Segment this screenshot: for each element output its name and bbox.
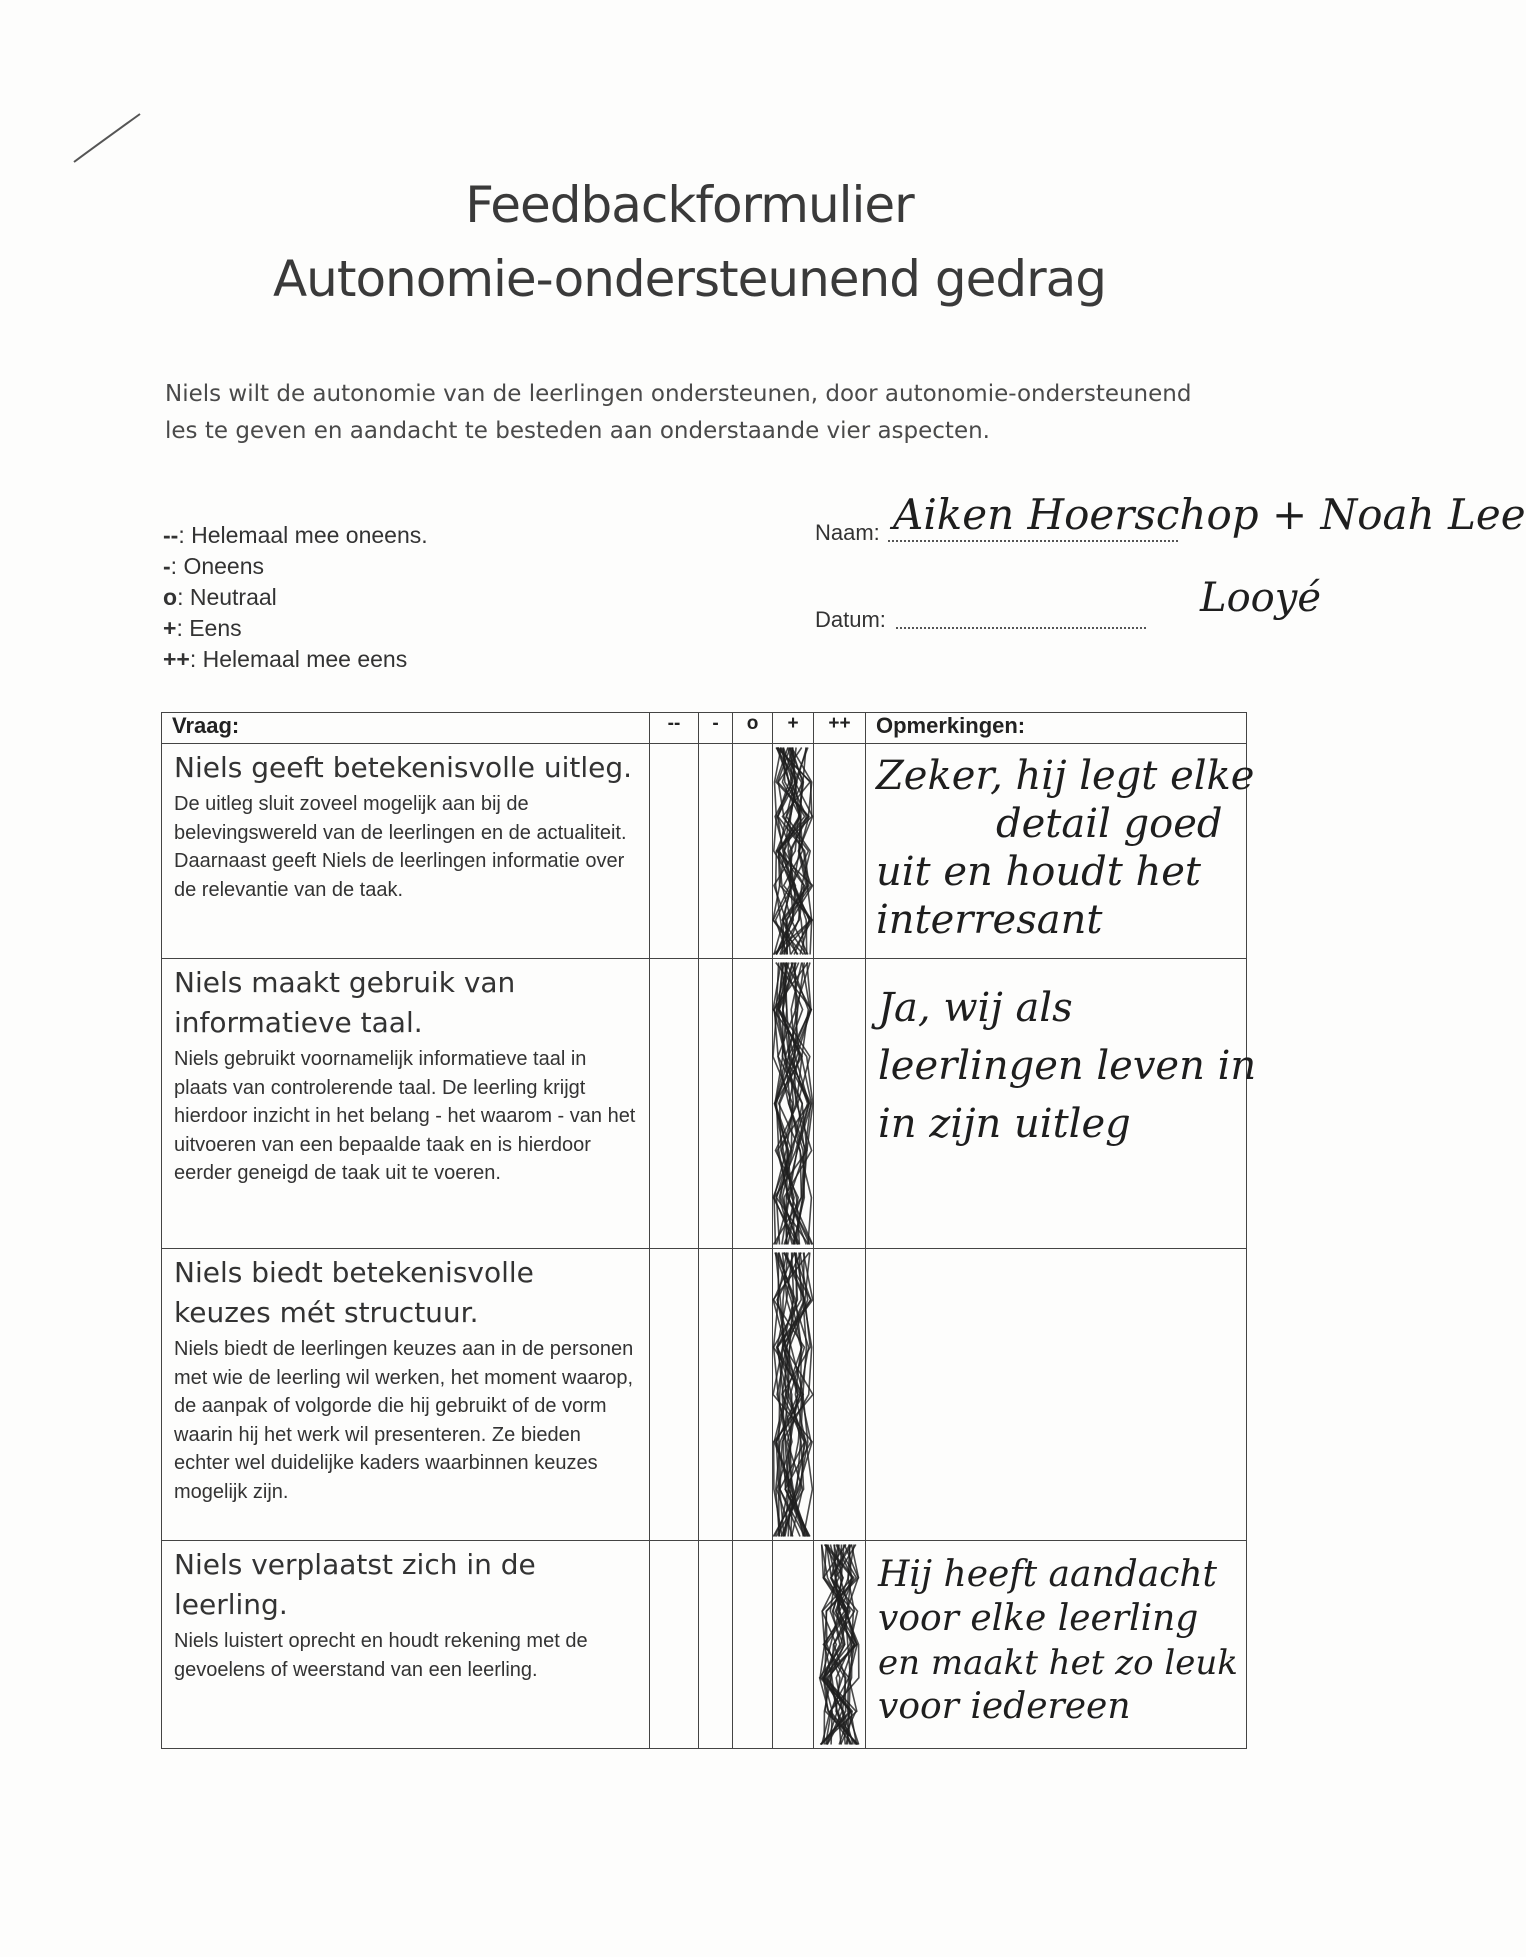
- header-scale-agree: +: [773, 713, 814, 744]
- rating-cell-strongly-disagree[interactable]: [650, 959, 699, 1249]
- legend-item: -: Oneens: [163, 553, 265, 579]
- remark-cell[interactable]: [866, 959, 1257, 1249]
- remark-line: en maakt het zo leuk: [878, 1643, 1238, 1683]
- rating-cell-disagree[interactable]: [699, 1541, 733, 1749]
- table-header-row: [162, 713, 1247, 744]
- rating-cell-disagree[interactable]: [699, 959, 733, 1249]
- question-description: Niels biedt de leerlingen keuzes aan in de personen met wie de leerling wil werken, het moment waarop, de aanpak of volgorde die hij gebruikt of de vorm waarin hij het werk wil presenteren. Ze bieden echter wel duidelijke kaders waarbinnen keuzes mogelijk zijn.: [174, 1338, 634, 1503]
- naam-label: Naam:: [815, 520, 880, 545]
- rating-cell-strongly-disagree[interactable]: [650, 1249, 699, 1541]
- header-scale-disagree: -: [699, 713, 733, 744]
- remark-line: voor iedereen: [878, 1686, 1131, 1727]
- remark-line: interresant: [876, 897, 1103, 943]
- rating-cell-strongly-agree[interactable]: [814, 1541, 866, 1749]
- remark-line: detail goed: [996, 801, 1223, 847]
- rating-cell-agree[interactable]: [773, 959, 814, 1249]
- pen-mark: [70, 110, 150, 170]
- question-title: Niels maakt gebruik van informatieve taal.: [174, 966, 516, 1039]
- question-description: De uitleg sluit zoveel mogelijk aan bij de belevingswereld van de leerlingen en de actualiteit. Daarnaast geeft Niels de leerlingen informatie over de relevantie van de taak.: [174, 793, 627, 901]
- legend-item: +: Eens: [163, 615, 242, 641]
- rating-cell-disagree[interactable]: [699, 744, 733, 959]
- remark-line: Hij heeft aandacht: [878, 1554, 1217, 1595]
- naam-line: [888, 540, 1178, 542]
- remark-cell[interactable]: [866, 744, 1255, 959]
- form-subtitle: Autonomie-ondersteunend gedrag: [272, 250, 1107, 308]
- remark-line: Ja, wij als: [878, 985, 1073, 1031]
- remark-line: Zeker, hij legt elke: [876, 753, 1255, 799]
- question-title: Niels biedt betekenisvolle keuzes mét structuur.: [174, 1256, 534, 1329]
- remark-cell[interactable]: [866, 1249, 1247, 1541]
- rating-cell-strongly-disagree[interactable]: [650, 1541, 699, 1749]
- rating-cell-disagree[interactable]: [699, 1249, 733, 1541]
- rating-cell-strongly-agree[interactable]: [814, 1249, 866, 1541]
- remark-line: in zijn uitleg: [878, 1101, 1131, 1147]
- rating-cell-neutral[interactable]: [733, 744, 773, 959]
- question-cell: [162, 744, 650, 959]
- remark-line: uit en houdt het: [876, 849, 1201, 895]
- legend-item: ++: Helemaal mee eens: [163, 646, 408, 672]
- naam-value-cont: Looyé: [1200, 575, 1321, 621]
- rating-cell-agree[interactable]: [773, 1541, 814, 1749]
- question-cell: [162, 1249, 650, 1541]
- rating-cell-agree[interactable]: [773, 744, 814, 959]
- rating-cell-neutral[interactable]: [733, 1249, 773, 1541]
- intro-text: Niels wilt de autonomie van de leerlingen ondersteunen, door autonomie-ondersteunend les te geven en aandacht te besteden aan onderstaande vier aspecten.: [165, 381, 1192, 444]
- legend-item: o: Neutraal: [163, 584, 277, 610]
- rating-cell-agree[interactable]: [773, 1249, 814, 1541]
- remark-line: voor elke leerling: [878, 1598, 1199, 1639]
- rating-cell-neutral[interactable]: [733, 959, 773, 1249]
- table-row: [162, 744, 1247, 959]
- header-scale-strongly-agree: ++: [814, 713, 866, 744]
- question-description: Niels gebruikt voornamelijk informatieve taal in plaats van controlerende taal. De leerling krijgt hierdoor inzicht in het belang - het waarom - van het uitvoeren van een bepaalde taak en is hierdoor eerder geneigd de taak uit te voeren.: [174, 1048, 636, 1184]
- header-opmerkingen: Opmerkingen:: [866, 713, 1247, 744]
- question-title: Niels verplaatst zich in de leerling.: [174, 1548, 536, 1621]
- header-vraag: Vraag:: [162, 713, 650, 744]
- rating-cell-strongly-agree[interactable]: [814, 744, 866, 959]
- legend-item: --: Helemaal mee oneens.: [163, 522, 428, 548]
- remark-line: leerlingen leven in: [878, 1043, 1257, 1089]
- header-scale-neutral: o: [733, 713, 773, 744]
- feedback-table: [161, 712, 1257, 1749]
- remark-cell[interactable]: [866, 1541, 1247, 1749]
- datum-label: Datum:: [815, 607, 886, 632]
- naam-value[interactable]: Aiken Hoerschop + Noah Lee: [893, 490, 1526, 539]
- rating-cell-strongly-disagree[interactable]: [650, 744, 699, 959]
- legend: [163, 520, 428, 675]
- question-cell: [162, 959, 650, 1249]
- table-row: [162, 1249, 1247, 1541]
- table-row: [162, 1541, 1247, 1749]
- question-cell: [162, 1541, 650, 1749]
- rating-cell-strongly-agree[interactable]: [814, 959, 866, 1249]
- table-row: [162, 959, 1247, 1249]
- question-description: Niels luistert oprecht en houdt rekening met de gevoelens of weerstand van een leerling.: [174, 1630, 588, 1681]
- form-title: Feedbackformulier: [465, 176, 914, 234]
- question-title: Niels geeft betekenisvolle uitleg.: [174, 751, 633, 784]
- rating-cell-neutral[interactable]: [733, 1541, 773, 1749]
- header-scale-strongly-disagree: --: [650, 713, 699, 744]
- datum-line[interactable]: [896, 627, 1146, 629]
